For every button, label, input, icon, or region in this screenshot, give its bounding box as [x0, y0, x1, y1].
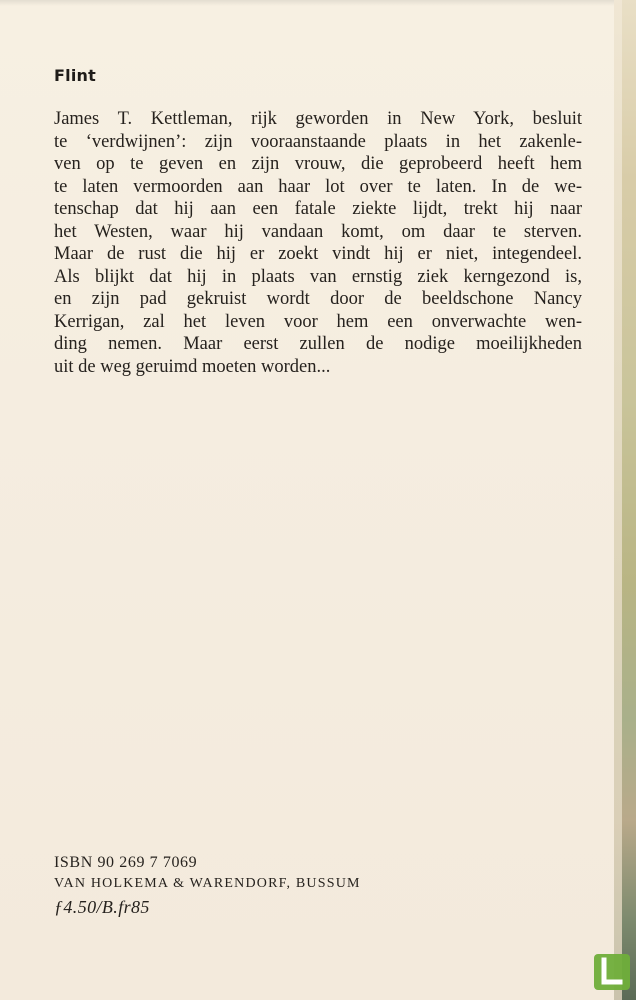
series-title: Flint — [54, 66, 96, 85]
isbn-number: ISBN 90 269 7 7069 — [54, 854, 198, 871]
cover-edge-paper — [614, 0, 622, 1000]
imprint-block — [54, 852, 361, 919]
blurb-line: Kerrigan, zal het leven voor hem een onverwachte wen- — [54, 311, 582, 332]
blurb-text — [54, 108, 582, 378]
publisher-name: VAN HOLKEMA & WARENDORF, BUSSUM — [54, 876, 361, 891]
price-label: ƒ4.50/B.fr85 — [54, 897, 150, 917]
blurb-line: te ‘verdwijnen’: zijn vooraanstaande plaats in het zakenle- — [54, 131, 582, 152]
blurb-line: en zijn pad gekruist wordt door de beeldschone Nancy — [54, 289, 582, 309]
blurb-line: te laten vermoorden aan haar lot over te laten. In de we- — [54, 176, 582, 197]
catalog-watermark-icon — [592, 952, 632, 992]
blurb-line: tenschap dat hij aan een fatale ziekte lijdt, trekt hij naar — [54, 199, 582, 219]
blurb-line: James T. Kettleman, rijk geworden in New York, besluit — [54, 109, 582, 129]
blurb-line: Maar de rust die hij er zoekt vindt hij er niet, integendeel. — [54, 244, 582, 264]
blurb-line: ding nemen. Maar eerst zullen de nodige moeilijkheden — [54, 334, 582, 354]
blurb-line: ven op te geven en zijn vrouw, die geprobeerd heeft hem — [54, 154, 582, 174]
blurb-line: Als blijkt dat hij in plaats van ernstig ziek kerngezond is, — [54, 266, 582, 287]
blurb-line: het Westen, waar hij vandaan komt, om daar te sterven. — [54, 221, 582, 242]
blurb-line: uit de weg geruimd moeten worden... — [54, 356, 331, 377]
top-shadow — [0, 0, 636, 6]
